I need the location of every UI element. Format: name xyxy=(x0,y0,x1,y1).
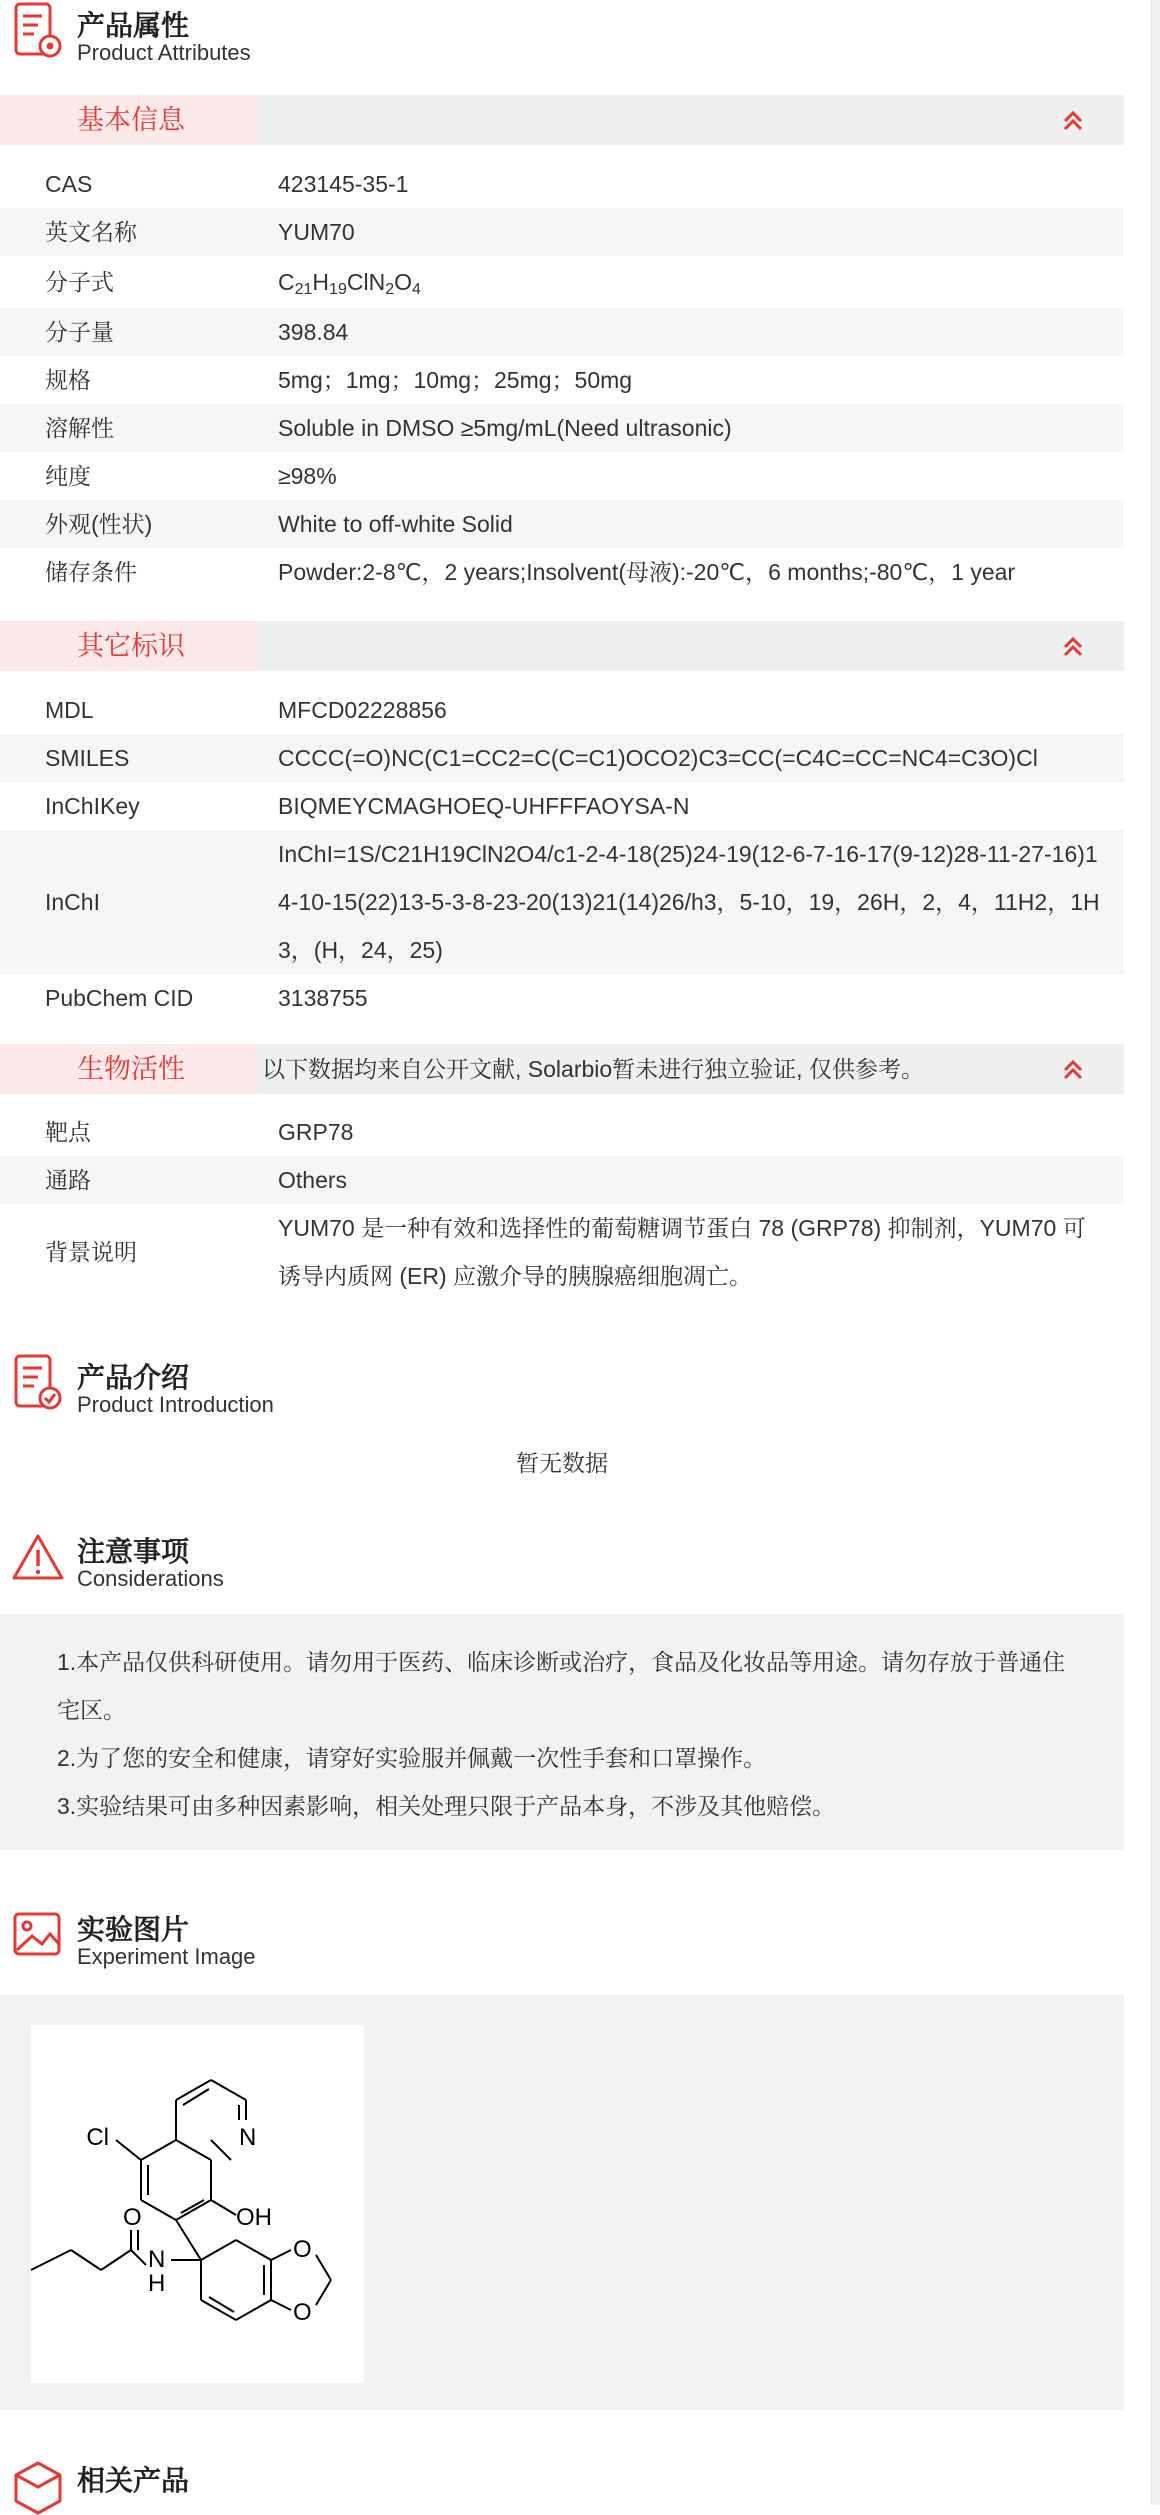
row-key: 储存条件 xyxy=(45,559,137,585)
table-row xyxy=(0,308,1124,356)
atom-label: O xyxy=(123,2204,142,2231)
consideration-item: 2.为了您的安全和健康，请穿好实验服并佩戴一次性手套和口罩操作。 xyxy=(57,1745,767,1771)
row-key: 通路 xyxy=(45,1167,91,1193)
row-key: 英文名称 xyxy=(45,219,137,245)
atom-label: N xyxy=(239,2124,257,2151)
row-key: InChI xyxy=(45,889,100,915)
section-title-en: Product Attributes xyxy=(77,40,251,65)
atom-label: O xyxy=(293,2299,312,2326)
table-row xyxy=(0,256,1124,308)
experiment-image-box xyxy=(0,1995,1124,2410)
document-gear-icon xyxy=(12,0,64,60)
product-attributes-header xyxy=(12,0,1112,65)
row-value: BIQMEYCMAGHOEQ-UHFFFAOYSA-N xyxy=(278,793,690,819)
row-value: Powder:2-8℃，2 years;Insolvent(母液):-20℃，6 months;-80℃，1 year xyxy=(278,559,1016,585)
row-value: 3138755 xyxy=(278,985,368,1011)
box-icon xyxy=(12,2455,64,2515)
basic-info-table xyxy=(0,160,1124,596)
image-icon xyxy=(12,1904,64,1964)
related-products-header xyxy=(12,2455,1112,2515)
bioactivity-table xyxy=(0,1108,1124,1300)
table-row xyxy=(0,1108,1124,1156)
collapse-up-icon[interactable] xyxy=(1058,1044,1088,1094)
row-value: Others xyxy=(278,1167,348,1193)
table-row xyxy=(0,1156,1124,1204)
atom-label: H xyxy=(148,2270,166,2297)
row-value: Soluble in DMSO ≥5mg/mL(Need ultrasonic) xyxy=(278,415,732,441)
section-title-cn: 产品介绍 xyxy=(77,1362,190,1393)
table-row xyxy=(0,404,1124,452)
collapse-up-icon[interactable] xyxy=(1058,621,1088,671)
considerations-header xyxy=(12,1526,1112,1591)
row-key: PubChem CID xyxy=(45,985,194,1011)
row-value: CCCC(=O)NC(C1=CC2=C(C=C1)OCO2)C3=CC(=C4C=CC=NC4=C3O)Cl xyxy=(278,745,1038,771)
section-title-cn: 注意事项 xyxy=(77,1536,190,1567)
row-key: 外观(性状) xyxy=(45,511,153,537)
experiment-image-header xyxy=(12,1904,1112,1969)
atom-label: N xyxy=(148,2246,166,2273)
section-title-cn: 产品属性 xyxy=(77,10,190,41)
chemical-structure xyxy=(31,2025,364,2383)
table-row xyxy=(0,1204,1124,1300)
row-value: YUM70 xyxy=(278,219,355,245)
collapse-up-icon[interactable] xyxy=(1058,95,1088,145)
table-row xyxy=(0,160,1124,208)
row-key: 纯度 xyxy=(45,463,91,489)
row-key: 规格 xyxy=(45,367,91,393)
row-value: 423145-35-1 xyxy=(278,171,409,197)
row-value: InChI=1S/C21H19ClN2O4/c1-2-4-18(25)24-19(12-6-7-16-17(9-12)28-11-27-16)14-10-15(22)13-5-3-8-23-20(13)21(14)26/h3，5-10，19，26H，2，4，11H2，1H3，(H，24，25) xyxy=(278,841,1100,963)
row-key: 分子量 xyxy=(45,319,114,345)
table-row xyxy=(0,686,1124,734)
table-row xyxy=(0,974,1124,1022)
section-title-en: Experiment Image xyxy=(77,1944,256,1969)
document-check-icon xyxy=(12,1352,64,1412)
row-value: YUM70 是一种有效和选择性的葡萄糖调节蛋白 78 (GRP78) 抑制剂，YUM70 可诱导内质网 (ER) 应激介导的胰腺癌细胞凋亡。 xyxy=(278,1215,1086,1289)
atom-label: O xyxy=(293,2236,312,2263)
table-row xyxy=(0,500,1124,548)
section-title-cn: 实验图片 xyxy=(77,1914,190,1945)
row-value: 398.84 xyxy=(278,319,349,345)
row-key: 背景说明 xyxy=(45,1239,137,1265)
consideration-item: 3.实验结果可由多种因素影响，相关处理只限于产品本身，不涉及其他赔偿。 xyxy=(57,1793,836,1819)
row-key: SMILES xyxy=(45,745,130,771)
other-identifiers-table xyxy=(0,686,1124,1022)
structure-image[interactable] xyxy=(31,2025,364,2383)
molecular-formula: $C_{21}H_{19}ClN_2O_4$ xyxy=(278,269,421,298)
no-data-text: 暂无数据 xyxy=(516,1450,608,1476)
row-value: 5mg；1mg；10mg；25mg；50mg xyxy=(278,367,633,393)
table-row xyxy=(0,548,1124,596)
other-identifiers-bar[interactable] xyxy=(0,621,1124,671)
table-row xyxy=(0,452,1124,500)
consideration-item: 1.本产品仅供科研使用。请勿用于医药、临床诊断或治疗，食品及化妆品等用途。请勿存放于普通住宅区。 xyxy=(57,1649,1066,1723)
warning-icon xyxy=(12,1526,64,1586)
scrollbar[interactable] xyxy=(1151,0,1160,2505)
table-row xyxy=(0,356,1124,404)
table-row xyxy=(0,782,1124,830)
other-identifiers-title: 其它标识 xyxy=(77,631,185,661)
row-key: 靶点 xyxy=(45,1119,91,1145)
table-row xyxy=(0,208,1124,256)
section-title-en: Considerations xyxy=(77,1566,224,1591)
row-value: GRP78 xyxy=(278,1119,354,1145)
atom-label: Cl xyxy=(86,2124,109,2151)
row-key: InChIKey xyxy=(45,793,140,819)
row-key: 分子式 xyxy=(45,269,114,295)
basic-info-title: 基本信息 xyxy=(77,105,185,135)
row-value: ≥98% xyxy=(278,463,337,489)
row-value: White to off-white Solid xyxy=(278,511,513,537)
considerations-box xyxy=(0,1614,1124,1850)
atom-label: OH xyxy=(236,2204,272,2231)
table-row xyxy=(0,830,1124,974)
row-key: CAS xyxy=(45,171,93,197)
section-title-cn: 相关产品 xyxy=(77,2465,190,2496)
row-key: MDL xyxy=(45,697,94,723)
basic-info-bar[interactable] xyxy=(0,95,1124,145)
product-introduction-header xyxy=(12,1352,1112,1417)
row-value: MFCD02228856 xyxy=(278,697,447,723)
bioactivity-title: 生物活性 xyxy=(77,1054,185,1084)
bioactivity-disclaimer: 以下数据均来自公开文献, Solarbio暂未进行独立验证, 仅供参考。 xyxy=(262,1056,924,1082)
bioactivity-bar[interactable] xyxy=(0,1044,1124,1094)
row-key: 溶解性 xyxy=(45,415,114,441)
table-row xyxy=(0,734,1124,782)
section-title-en: Product Introduction xyxy=(77,1392,274,1417)
